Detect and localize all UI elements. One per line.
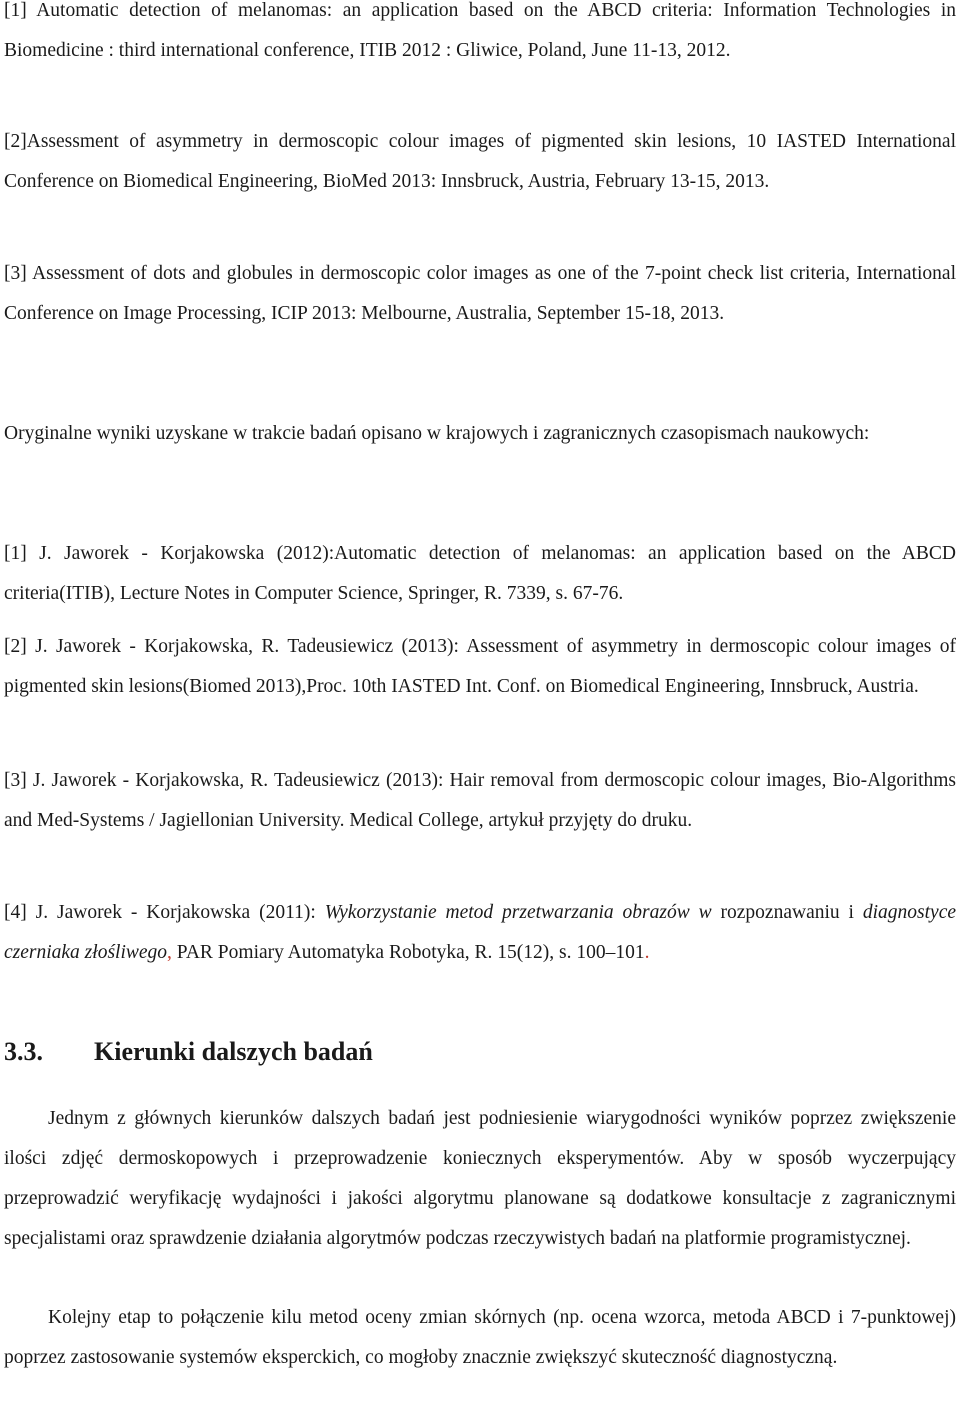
journal-reference-3: [3] J. Jaworek - Korjakowska, R. Tadeusiewicz (2013): Hair removal from dermoscopic colour images, Bio-Algorithms and Med-Systems / Jagiellonian University. Medical College, artykuł przyjęty do druku.: [4, 770, 956, 831]
journal-reference-4: [4, 893, 956, 973]
journal-reference-1: [1] J. Jaworek - Korjakowska (2012):Automatic detection of melanomas: an application based on the ABCD criteria(ITIB), Lecture Notes in Computer Science, Springer, R. 7339, s. 67-76.: [4, 543, 956, 604]
paragraph-1: Jednym z głównych kierunków dalszych badań jest podniesienie wiarygodności wyników poprzez zwiększenie ilości zdjęć dermoskopowych i przeprowadzenie koniecznych eksperymentów. Aby w sposób wyczerpujący przeprowadzić weryfikację wydajności i jakości algorytmu planowane są dodatkowe konsultacje z zagranicznymi specjalistami oraz sprawdzenie działania algorytmów podczas rzeczywistych badań na platformie programistycznej.: [4, 1108, 956, 1249]
journal-reference-2: [2] J. Jaworek - Korjakowska, R. Tadeusiewicz (2013): Assessment of asymmetry in dermoscopic colour images of pigmented skin lesions(Biomed 2013),Proc. 10th IASTED Int. Conf. on Biomedical Engineering, Innsbruck, Austria.: [4, 636, 956, 697]
section-number: 3.3.: [4, 1037, 43, 1066]
journal-reference-4-suffix: PAR Pomiary Automatyka Robotyka, R. 15(12), s. 100–101: [171, 942, 645, 963]
original-results-intro: Oryginalne wyniki uzyskane w trakcie badań opisano w krajowych i zagranicznych czasopismach naukowych:: [4, 423, 870, 444]
paragraph-2: Kolejny etap to połączenie kilu metod oceny zmian skórnych (np. ocena wzorca, metoda ABCD i 7-punktowej) poprzez zastosowanie systemów eksperckich, co mogłoby znacznie zwiększyć skuteczność diagnostyczną.: [4, 1307, 956, 1368]
conference-reference-3: [3] Assessment of dots and globules in dermoscopic color images as one of the 7-point check list criteria, International Conference on Image Processing, ICIP 2013: Melbourne, Australia, September 15-18, 2013.: [4, 263, 956, 324]
journal-reference-4-prefix: [4] J. Jaworek - Korjakowska (2011):: [4, 902, 325, 923]
journal-reference-4-period: .: [644, 942, 650, 963]
section-title: Kierunki dalszych badań: [94, 1037, 373, 1066]
journal-reference-4-title-italic-2: diagnostyce czerniaka złośliwego: [4, 902, 956, 963]
journal-reference-4-title-italic-1: Wykorzystanie metod przetwarzania obrazów w: [324, 902, 712, 923]
conference-reference-1: [1] Automatic detection of melanomas: an application based on the ABCD criteria: Information Technologies in Biomedicine : third international conference, ITIB 2012 : Gliwice, Poland, June 11-13, 2012.: [4, 0, 956, 61]
conference-reference-2: [2]Assessment of asymmetry in dermoscopic colour images of pigmented skin lesions, 10 IASTED International Conference on Biomedical Engineering, BioMed 2013: Innsbruck, Austria, February 13-15, 2013.: [4, 131, 956, 192]
section-heading: [4, 1032, 373, 1072]
journal-reference-4-comma: ,: [167, 942, 172, 963]
journal-reference-4-title-normal: rozpoznawaniu i: [711, 902, 863, 923]
